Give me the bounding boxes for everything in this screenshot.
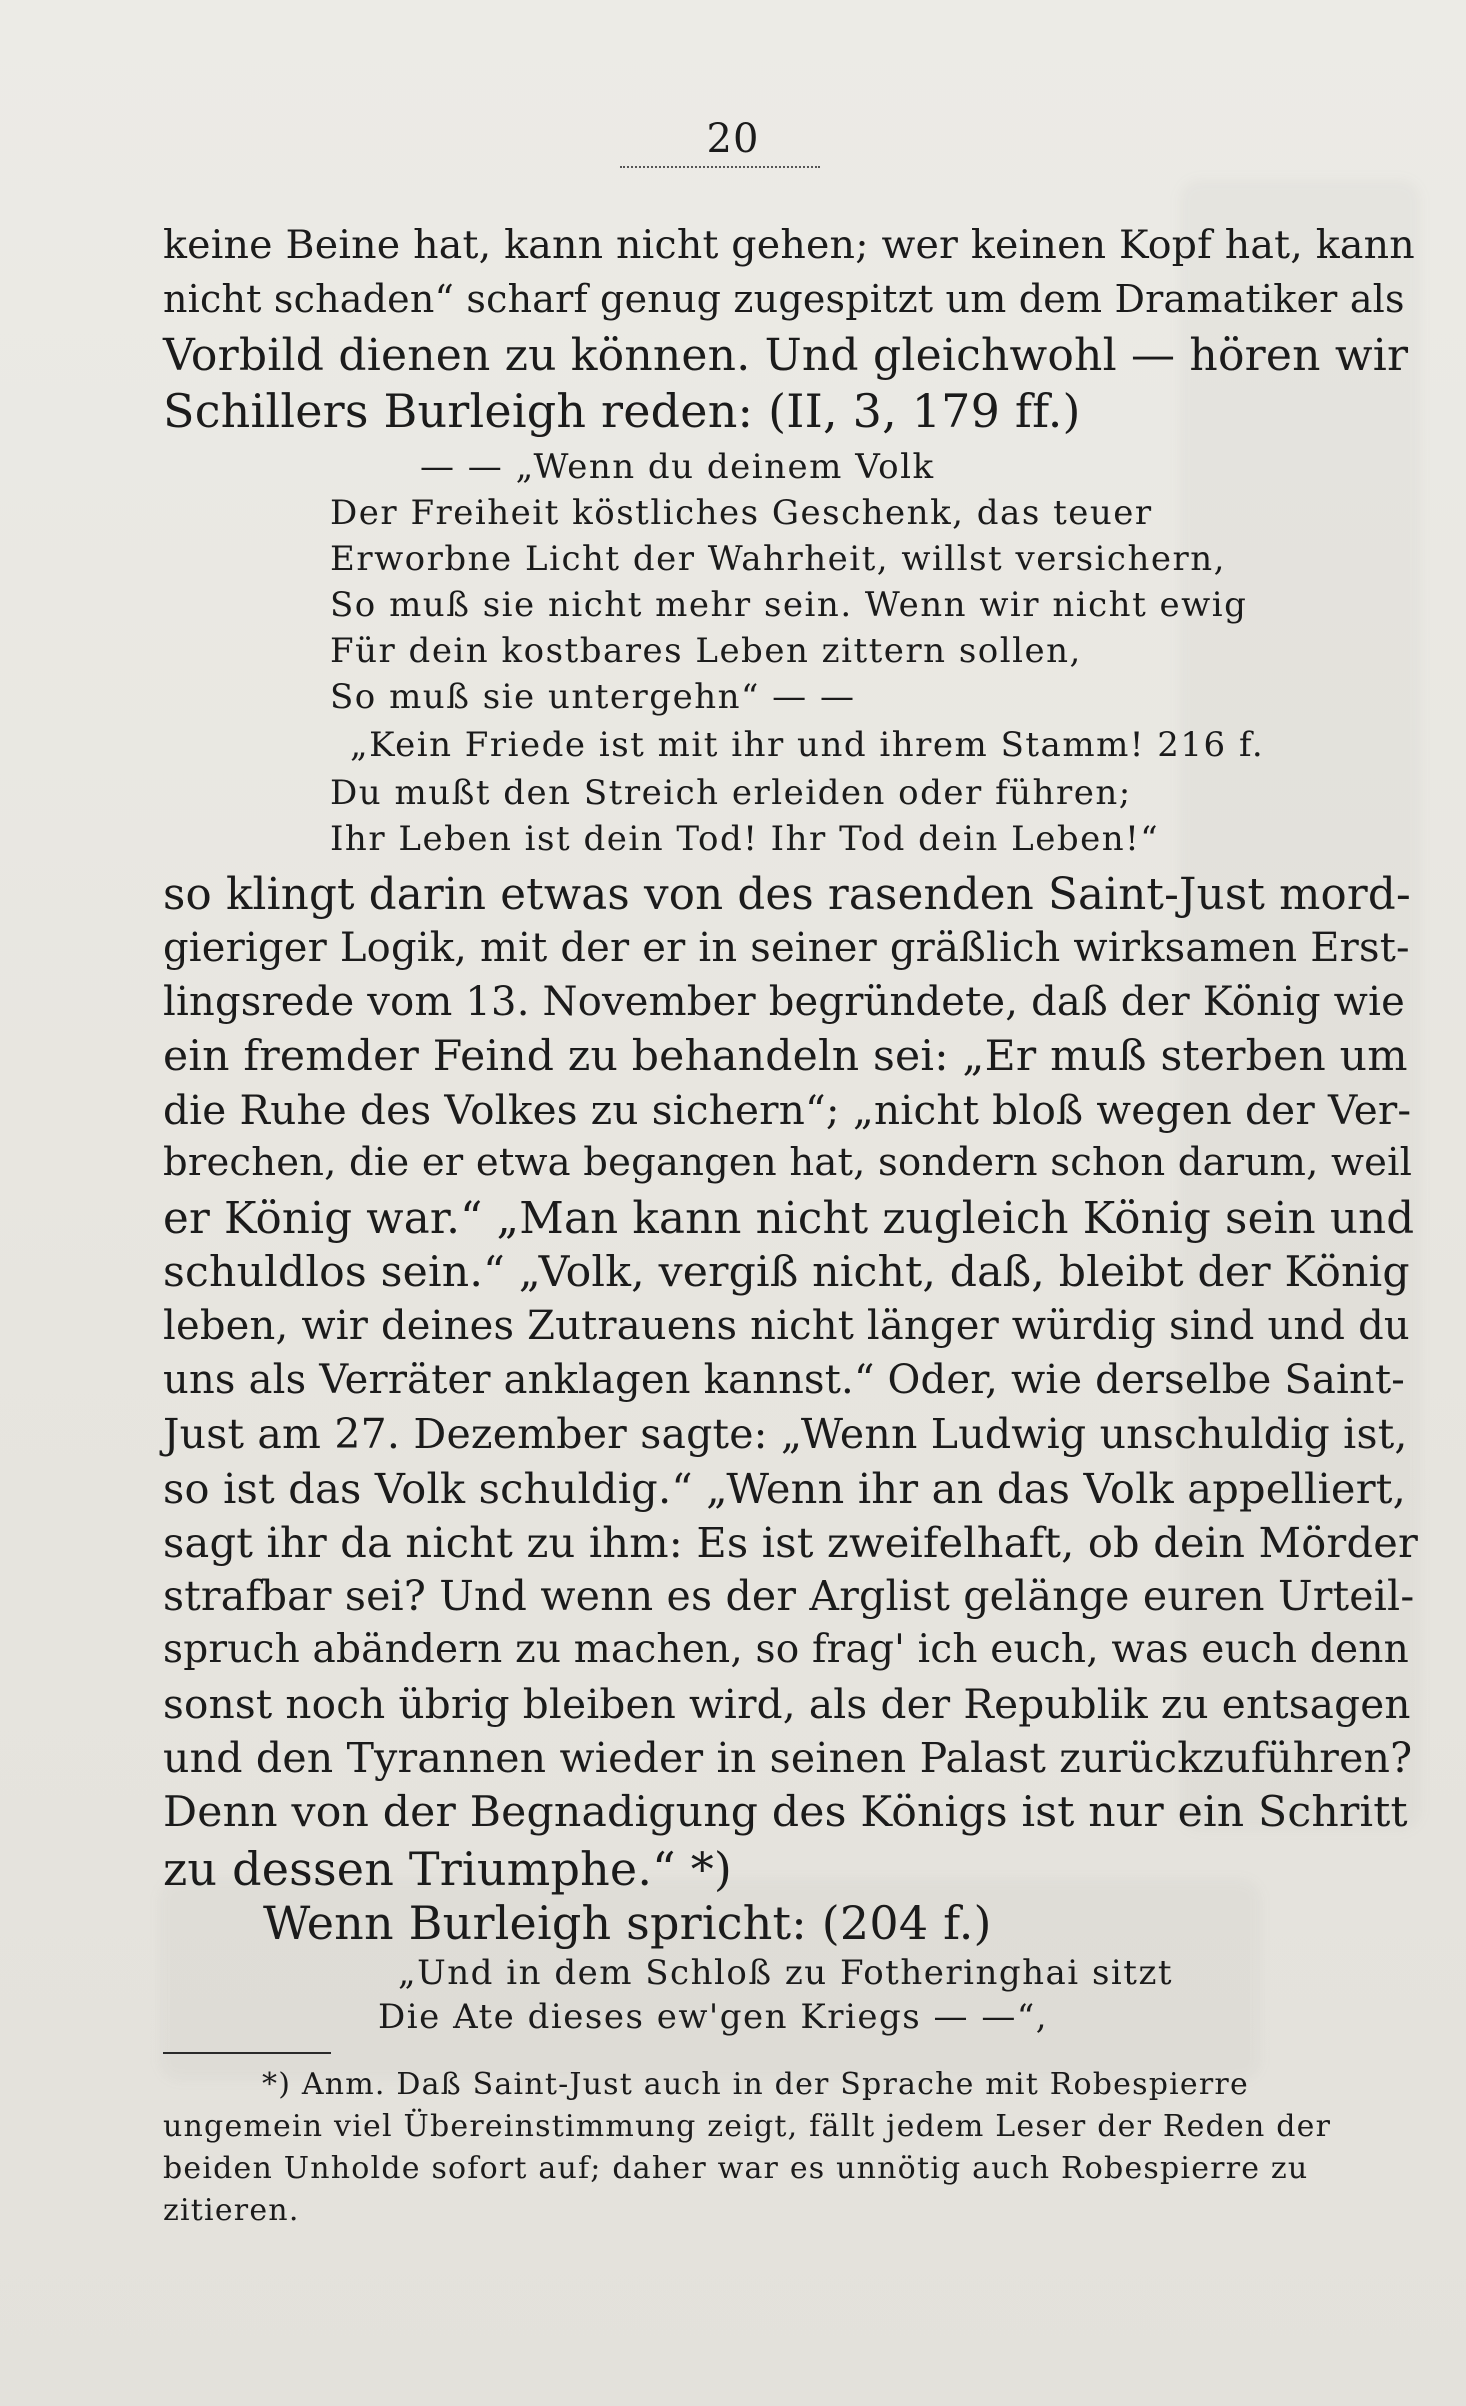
- verse-line: Du mußt den Streich erleiden oder führen;: [330, 773, 1132, 813]
- verse-line: „Und in dem Schloß zu Fotheringhai sitzt: [398, 1953, 1174, 1993]
- footnote-line: ungemein viel Übereinstimmung zeigt, fällt jedem Leser der Reden der: [163, 2109, 1332, 2144]
- text-line: Schillers Burleigh reden: (II, 3, 179 ff.): [163, 384, 1081, 438]
- text-line: Denn von der Begnadigung des Königs ist nur ein Schritt: [163, 1788, 1408, 1837]
- text-line: keine Beine hat, kann nicht gehen; wer keinen Kopf hat, kann: [163, 222, 1415, 268]
- text-line: und den Tyrannen wieder in seinen Palast zurückzuführen?: [163, 1734, 1413, 1782]
- text-line: so klingt darin etwas von des rasenden Saint-Just mord-: [163, 870, 1411, 920]
- text-line: die Ruhe des Volkes zu sichern“; „nicht bloß wegen der Ver-: [163, 1086, 1412, 1134]
- text-line: sagt ihr da nicht zu ihm: Es ist zweifelhaft, ob dein Mörder: [163, 1518, 1419, 1567]
- verse-line: So muß sie nicht mehr sein. Wenn wir nicht ewig: [330, 585, 1248, 625]
- text-line: ein fremder Feind zu behandeln sei: „Er muß sterben um: [163, 1032, 1408, 1081]
- footnote-rule: [163, 2052, 331, 2054]
- footnote-line: beiden Unholde sofort auf; daher war es unnötig auch Robespierre zu: [163, 2151, 1309, 2186]
- text-line: leben, wir deines Zutrauens nicht länger würdig sind und du: [163, 1303, 1410, 1349]
- text-line: nicht schaden“ scharf genug zugespitzt um dem Dramatiker als: [163, 277, 1405, 321]
- verse-line: Die Ate dieses ew'gen Kriegs — —“,: [378, 1997, 1049, 2037]
- text-line: sonst noch übrig bleiben wird, als der Republik zu entsagen: [163, 1680, 1411, 1728]
- text-line: brechen, die er etwa begangen hat, sondern schon darum, weil: [163, 1140, 1413, 1185]
- text-line: zu dessen Triumphe.“ *): [163, 1842, 733, 1896]
- text-line: spruch abändern zu machen, so frag' ich euch, was euch denn: [163, 1627, 1409, 1672]
- text-line: schuldlos sein.“ „Volk, vergiß nicht, daß, bleibt der König: [163, 1248, 1410, 1297]
- verse-line: „Kein Friede ist mit ihr und ihrem Stamm! 216 f.: [350, 725, 1265, 765]
- text-line: er König war.“ „Man kann nicht zugleich König sein und: [163, 1194, 1415, 1244]
- text-line: Wenn Burleigh spricht: (204 f.): [263, 1896, 992, 1950]
- footnote-line: zitieren.: [163, 2193, 300, 2228]
- verse-line: — — „Wenn du deinem Volk: [420, 447, 935, 487]
- footnote-line: *) Anm. Daß Saint-Just auch in der Sprache mit Robespierre: [262, 2067, 1249, 2102]
- verse-line: Ihr Leben ist dein Tod! Ihr Tod dein Leben!“: [330, 819, 1160, 859]
- text-line: Vorbild dienen zu können. Und gleichwohl — hören wir: [163, 330, 1409, 381]
- verse-line: Der Freiheit köstliches Geschenk, das teuer: [330, 493, 1153, 533]
- header-rule: [620, 166, 820, 168]
- verse-line: So muß sie untergehn“ — —: [330, 677, 856, 717]
- verse-line: Erworbne Licht der Wahrheit, willst versichern,: [330, 539, 1226, 579]
- text-line: so ist das Volk schuldig.“ „Wenn ihr an das Volk appelliert,: [163, 1464, 1406, 1513]
- page-number: 20: [706, 116, 760, 162]
- text-line: Just am 27. Dezember sagte: „Wenn Ludwig unschuldig ist,: [163, 1410, 1408, 1458]
- text-line: strafbar sei? Und wenn es der Arglist gelänge euren Urteil-: [163, 1572, 1415, 1620]
- text-line: uns als Verräter anklagen kannst.“ Oder, wie derselbe Saint-: [163, 1357, 1405, 1403]
- text-line: gieriger Logik, mit der er in seiner gräßlich wirksamen Erst-: [163, 925, 1410, 971]
- verse-line: Für dein kostbares Leben zittern sollen,: [330, 631, 1082, 671]
- text-line: lingsrede vom 13. November begründete, daß der König wie: [163, 979, 1405, 1025]
